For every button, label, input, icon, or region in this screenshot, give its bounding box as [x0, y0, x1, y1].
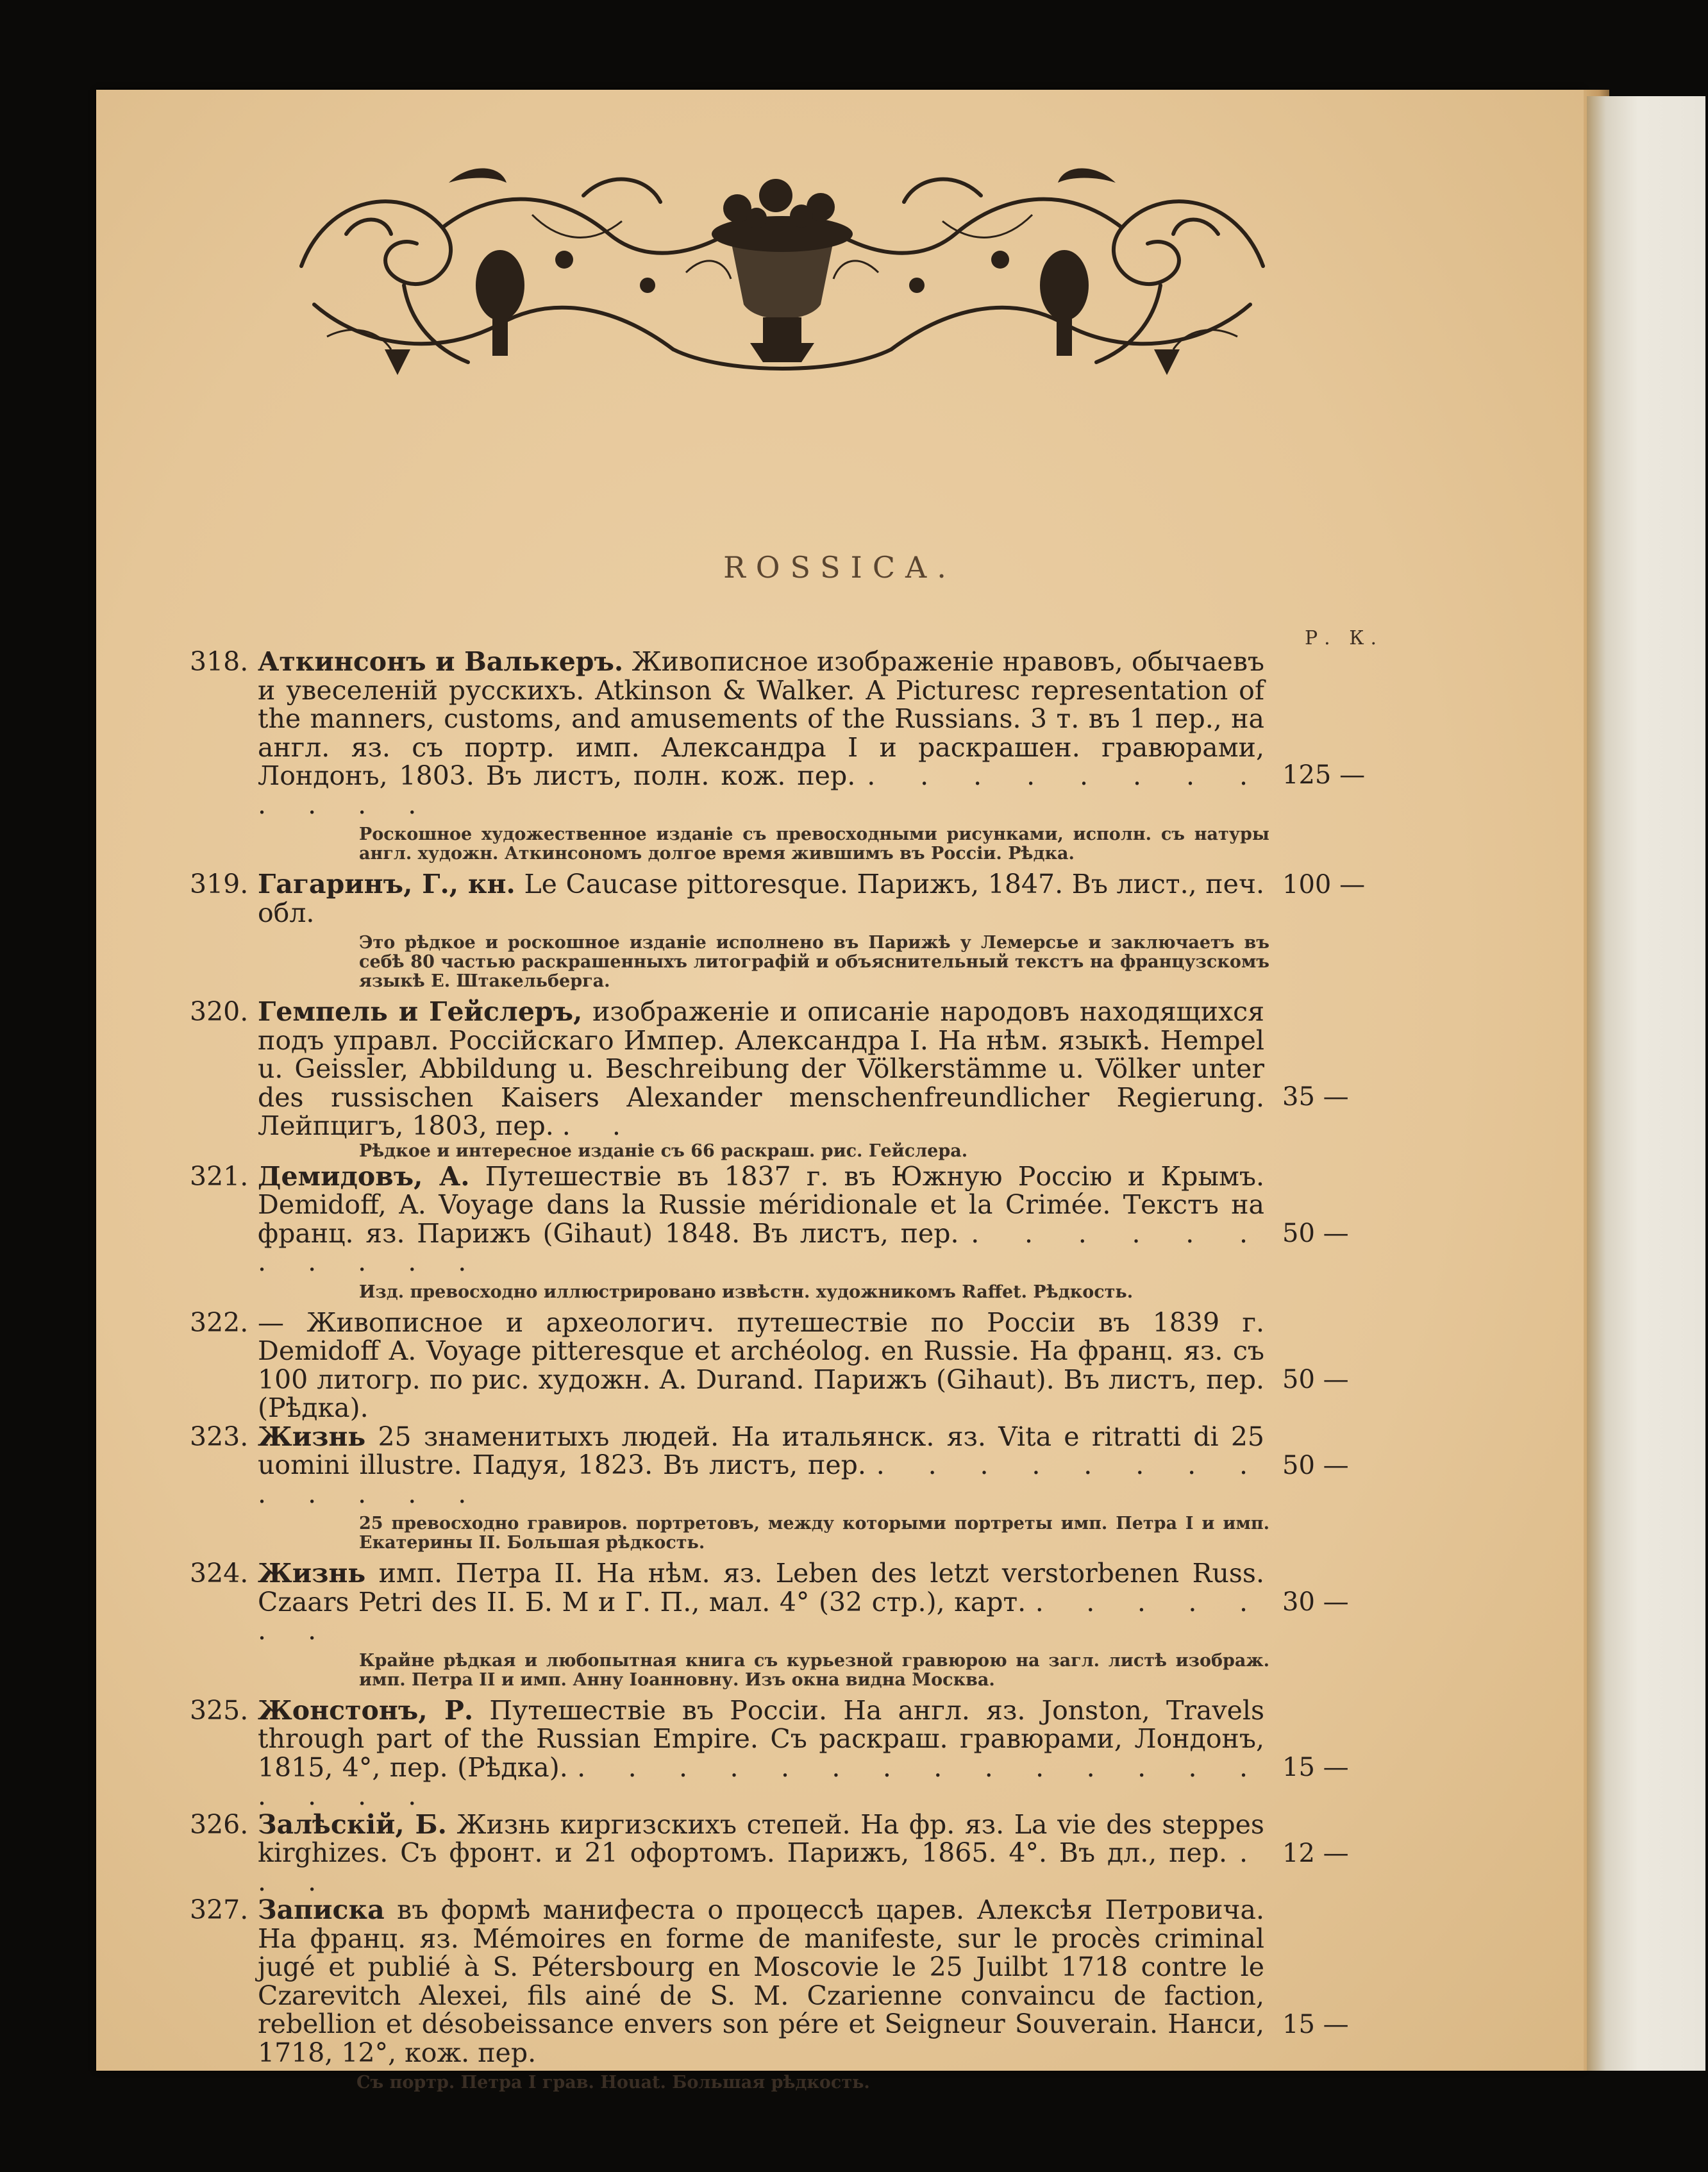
entry-author: Жизнь [258, 1421, 366, 1452]
entry-price: 50 — [1282, 1218, 1349, 1248]
entry-note: Крайне рѣдкая и любопытная книга съ курьезной гравюрою на загл. листѣ изображ. имп. Петра II и имп. Анну Іоанновну. Изъ окна видна Москва. [359, 1650, 1269, 1690]
entry-author: Записка [258, 1894, 385, 1925]
catalog-entry-320 [0, 998, 1708, 1161]
entry-price: 35 — [1282, 1082, 1349, 1112]
catalog-entries [0, 647, 1708, 2099]
entry-number: 318. [190, 646, 249, 677]
entry-price: 15 — [1282, 1752, 1349, 1782]
entry-description: имп. Петра II. На нѣм. яз. Leben des letzt verstorbenen Russ. Czaars Petri des II. Б. М и Г. П., мал. 4° (32 стр.), карт. [258, 1558, 1264, 1617]
entry-number: 327. [190, 1894, 249, 1925]
entry-number: 326. [190, 1809, 249, 1840]
entry-price: 125 — [1282, 760, 1366, 790]
entry-note: Съ портр. Петра I грав. Houat. Большая рѣдкость. [356, 2073, 870, 2093]
entry-description: Путешествіе въ Россіи. На англ. яз. Jonston, Travels through part of the Russian Empire. Съ раскраш. гравюрами, Лондонъ, 1815, 4°, пер. (Рѣдка). [258, 1694, 1264, 1783]
entry-author: Залѣскій, Б. [258, 1809, 447, 1840]
catalog-entry-324 [0, 1559, 1708, 1690]
catalog-entry-327 [0, 1896, 1708, 2093]
entry-text [258, 1308, 1264, 1423]
entry-author: Жизнь [258, 1558, 366, 1589]
entry-number: 322. [190, 1307, 249, 1338]
entry-price: 15 — [1282, 2010, 1349, 2039]
entry-text [258, 1896, 1264, 2067]
entry-number: 320. [190, 996, 249, 1027]
entry-text: Жизнь имп. Петра II. На нѣм. яз. Leben des letzt verstorbenen Russ. Czaars Petri des II. Б. М и Г. П., мал. 4° (32 стр.), карт. . . . . . . . [258, 1558, 1264, 1646]
entry-description: изображеніе и описаніе народовъ находящихся подъ управл. Россійскаго Импер. Александра I. На нѣм. языкѣ. Hempel u. Geissler, Abbildung u. Beschreibung der Völkerstämme u. Völker unter des russischen Kaisers Alexander menschenfreundlicher Regierung. Лейпцигъ, 1803, пер. [258, 996, 1264, 1141]
entry-text: Аткинсонъ и Валькеръ. Живописное изображеніе нравовъ, обычаевъ и увеселеній русскихъ. Atkinson & Walker. A Picturesc representation of the manners, customs, and amusements of the Russians. 3 т. въ 1 пер., на англ. яз. съ портр. имп. Александра I и раскрашен. гравюрами, Лондонъ, 1803. Въ листъ, полн. кож. пер. . . . . . . . . . . . . [258, 646, 1264, 820]
entry-description: Le Caucase pittoresque. Парижъ, 1847. Въ лист., печ. обл. [258, 869, 1264, 928]
entry-text: Жизнь 25 знаменитыхъ людей. На итальянск. яз. Vita e ritratti di 25 uomini illustre. Падуя, 1823. Въ листъ, пер. . . . . . . . . . . . . . [258, 1421, 1264, 1509]
catalog-entry-321 [0, 1162, 1708, 1302]
entry-price: 50 — [1282, 1450, 1349, 1480]
entry-author: Гагаринъ, Г., кн. [258, 869, 515, 899]
entry-text: Демидовъ, А. Путешествіе въ 1837 г. въ Южную Россію и Крымъ. Demidoff, A. Voyage dans la Russie méridionale et la Crimée. Текстъ на франц. яз. Парижъ (Gihaut) 1848. Въ листъ, пер. . . . . . . . . . . . [258, 1160, 1264, 1277]
entry-author: Гемпель и Гейслеръ, [258, 996, 583, 1027]
entry-text: Гемпель и Гейслеръ, изображеніе и описаніе народовъ находящихся подъ управл. Россійскаго Импер. Александра I. На нѣм. языкѣ. Hempel u. Geissler, Abbildung u. Beschreibung der Völkerstämme u. Völker unter des russischen Kaisers Alexander menschenfreundlicher Regierung. Лейпцигъ, 1803, пер. . . [258, 996, 1264, 1141]
entry-description: Живописное изображеніе нравовъ, обычаевъ и увеселеній русскихъ. Atkinson & Walker. A Picturesc representation of the manners, customs, and amusements of the Russians. 3 т. въ 1 пер., на англ. яз. съ портр. имп. Александра I и раскрашен. гравюрами, Лондонъ, 1803. Въ листъ, полн. кож. пер. [258, 646, 1264, 791]
entry-number: 319. [190, 869, 249, 899]
entry-number: 323. [190, 1421, 249, 1452]
entry-author: Аткинсонъ и Валькеръ. [258, 646, 624, 677]
entry-note: Изд. превосходно иллюстрировано извѣстн. художникомъ Raffet. Рѣдкость. [359, 1282, 1134, 1302]
entry-description: Путешествіе въ 1837 г. въ Южную Россію и Крымъ. Demidoff, A. Voyage dans la Russie méridionale et la Crimée. Текстъ на франц. яз. Парижъ (Gihaut) 1848. Въ листъ, пер. [258, 1160, 1264, 1249]
entry-author: — [258, 1307, 284, 1338]
entry-author: Жонстонъ, Р. [258, 1694, 474, 1726]
entry-price: 30 — [1282, 1587, 1349, 1617]
entry-description: Живописное и археологич. путешествіе по Россіи въ 1839 г. Demidoff A. Voyage pitteresque et archéolog. en Russie. На франц. яз. съ 100 литогр. по рис. художн. A. Durand. Парижъ (Gihaut). Въ листъ, пер. (Рѣдка). [258, 1307, 1264, 1423]
catalog-entry-318 [0, 647, 1708, 864]
catalog-entry-326 [0, 1810, 1708, 1896]
entry-description: Жизнь киргизскихъ степей. На фр. яз. La vie des steppes kirghizes. Съ фронт. и 21 офортомъ. Парижъ, 1865. 4°. Въ дл., пер. [258, 1809, 1264, 1868]
price-column-header: Р. К. [1305, 627, 1384, 649]
entry-text: Залѣскій, Б. Жизнь киргизскихъ степей. На фр. яз. La vie des steppes kirghizes. Съ фронт. и 21 офортомъ. Парижъ, 1865. 4°. Въ дл., пер. . . . [258, 1809, 1264, 1897]
entry-price: 50 — [1282, 1364, 1349, 1394]
entry-description: въ формѣ манифеста о процессѣ царев. Алексѣя Петровича. На франц. яз. Mémoires en forme de manifeste, sur le procès criminal jugé et publié à S. Pétersbourg en Moscovie le 25 Juilbt 1718 contre le Czarevitch Alexei, fils ainé de S. M. Czarienne convaincu de faction, rebellion et désobeissance envers son pére et Seigneur Souverain. Нанси, 1718, 12°, кож. пер. [258, 1894, 1264, 2068]
entry-author: Демидовъ, А. [258, 1160, 470, 1192]
entry-number: 321. [190, 1160, 249, 1192]
entry-note: Роскошное художественное изданіе съ превосходными рисунками, исполн. съ натуры англ. художн. Аткинсономъ долгое время жившимъ въ Россіи. Рѣдка. [359, 824, 1269, 864]
entry-note: Это рѣдкое и роскошное изданіе исполнено въ Парижѣ у Лемерсье и заключаетъ въ себѣ 80 частью раскрашенныхъ литографій и объяснительный текстъ на французскомъ языкѣ Е. Штакельберга. [359, 933, 1269, 991]
entry-number: 325. [190, 1694, 249, 1726]
decorative-headpiece-ornament [289, 157, 1276, 388]
entry-note: Рѣдкое и интересное изданіе съ 66 раскраш. рис. Гейслера. [359, 1140, 968, 1161]
catalog-entry-322 [0, 1308, 1708, 1423]
entry-price: 12 — [1282, 1838, 1349, 1868]
catalog-entry-323 [0, 1423, 1708, 1553]
catalog-entry-319 [0, 870, 1708, 991]
entry-number: 324. [190, 1558, 249, 1589]
entry-note: 25 превосходно гравиров. портретовъ, между которыми портреты имп. Петра I и имп. Екатерины II. Большая рѣдкость. [359, 1514, 1269, 1553]
entry-text: Жонстонъ, Р. Путешествіе въ Россіи. На англ. яз. Jonston, Travels through part of the Russian Empire. Съ раскраш. гравюрами, Лондонъ, 1815, 4°, пер. (Рѣдка). . . . . . . . . . . . . . . . . . . [258, 1694, 1264, 1811]
catalog-entry-325 [0, 1696, 1708, 1810]
entry-text [258, 870, 1264, 927]
entry-description: 25 знаменитыхъ людей. На итальянск. яз. Vita e ritratti di 25 uomini illustre. Падуя, 1823. Въ листъ, пер. [258, 1421, 1264, 1480]
entry-price: 100 — [1282, 870, 1366, 899]
section-title: ROSSICA. [723, 550, 957, 585]
